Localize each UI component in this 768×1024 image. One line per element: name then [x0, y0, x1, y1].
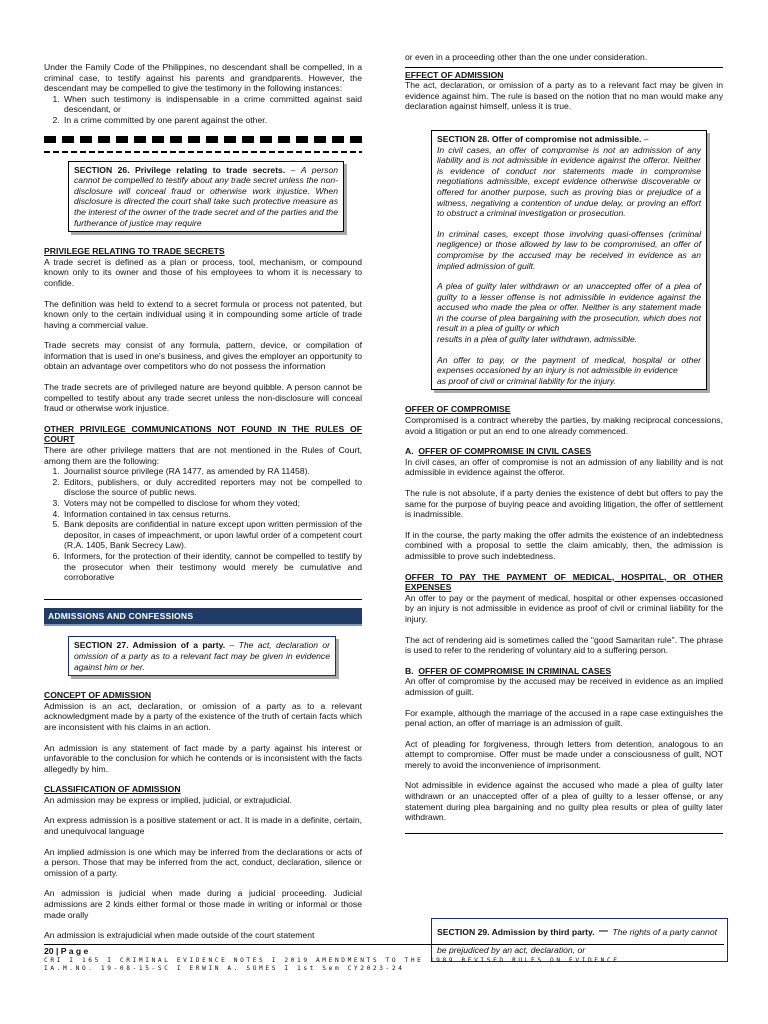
- section-29-clip: [431, 918, 728, 955]
- paragraph: An admission may be express or implied, judicial, or extrajudicial.: [44, 794, 292, 805]
- medical-heading: OFFER TO PAY THE PAYMENT OF MEDICAL, HOSPITAL, OR OTHER EXPENSES: [405, 571, 723, 593]
- footer-course-line: CRI I 165 I CRIMINAL EVIDENCE NOTES I 2019 AMENDMENTS TO THE 1989 REVISED RULES ON EVIDENCE: [44, 957, 620, 964]
- continuation-line: or even in a proceeding other than the one under consideration.: [405, 52, 648, 62]
- family-code-list: [44, 94, 362, 126]
- section-rule: [405, 833, 723, 834]
- section-28-title: SECTION 28. Offer of compromise not admissible.: [437, 133, 642, 144]
- other-privilege-list: [44, 466, 362, 583]
- section-28-p1: In civil cases, an offer of compromise is not an admission of any liability and is not admissible in evidence against the offeror. Neither is evidence of conduct nor statements made in compromise negotiations admissible, except evidence otherwise discoverable or offered for another purpose, such as proving bias or prejudice of a witness, negativing a contention of undue delay, or proving an effort to obstruct a criminal investigation or prosecution.: [437, 144, 701, 219]
- section-28-p3: A plea of guilty later withdrawn or an unaccepted offer of a plea of guilty to a lesser offense is not admissible in evidence against the accused who made the plea or offer. Neither is any statement made in the course of plea bargaining with the prosecution, which does not result in a plea of guilty or which: [437, 281, 701, 334]
- list-item: 2. Editors, publishers, or duly accredited reporters may not be compelled to disclose the source of public news.: [62, 477, 362, 498]
- paragraph: There are other privilege matters that are not mentioned in the Rules of Court, among them are the following:: [44, 445, 362, 466]
- section-divider-thin: [44, 151, 362, 153]
- civil-heading-row: [405, 446, 723, 457]
- paragraph: The trade secrets are of privileged nature are beyond quibble. A person cannot be compelled to testify about any trade secret unless the non-disclosure will conceal fraud or otherwise work injustice.: [44, 382, 362, 414]
- trade-secrets-heading: PRIVILEGE RELATING TO TRADE SECRETS: [44, 246, 225, 257]
- section-28-p4: An offer to pay, or the payment of medical, hospital or other expenses occasioned by an injury is not admissible in evidence: [437, 354, 701, 376]
- section-28-p4b: as proof of civil or criminal liability for the injury.: [437, 375, 616, 386]
- effect-heading: EFFECT OF ADMISSION: [405, 69, 504, 80]
- section-rule: [405, 67, 723, 68]
- paragraph: Trade secrets may consist of any formula, pattern, device, or compilation of information that is used in one's business, and gives the employer an opportunity to obtain an advantage over competitors who do not possess the information: [44, 340, 362, 372]
- paragraph: Act of pleading for forgiveness, through letters from detention, analogous to an attempt to compromise. Offer must be made under a consciousness of guilt, NOT merely to avoid the inconvenience of imprisonment.: [405, 738, 723, 770]
- classification-heading: CLASSIFICATION OF ADMISSION: [44, 784, 181, 795]
- paragraph: In civil cases, an offer of compromise is not an admission of any liability and is not admissible in evidence against the offeror.: [405, 456, 723, 478]
- section-28-box: SECTION 28. Offer of compromise not admissible. – In civil cases, an offer of compromise is not an admission of any liability and is not admissible in evidence against the offeror. Neither is evidence of conduct nor statements made in compromise negotiations admissible, except evidence otherwise discoverable or offered for another purpose, such as proving bias or prejudice of a witness, negativing a contention of undue delay, or proving an effort to obstruct a criminal investigation or prosecution. In criminal cases, except those involving quasi-offenses (criminal negligence) or those allowed by law to be compromised, an offer of compromise by the accused may be received in evidence as an implied admission of guilt. A plea of guilty later withdrawn or an unaccepted offer of a plea of guilty to a lesser offense is not admissible in evidence against the accused who made the plea or offer. Neither is any statement made in the course of plea bargaining with the prosecution, which does not result in a plea of guilty or which results in a plea of guilty later withdrawn, admissible. An offer to pay, or the payment of medical, hospital or other expenses occasioned by an injury is not admissible in evidence as proof of civil or criminal liability for the injury.: [431, 130, 707, 390]
- list-item: 2. In a crime committed by one parent against the other.: [62, 115, 362, 126]
- paragraph: Admission is an act, declaration, or omission of a party as to a relevant acknowledgment made by a party of the existence of the truth of certain facts which are inconsistent with his claims in an action.: [44, 700, 362, 732]
- list-item: 4. Information contained in tax census returns.: [62, 509, 362, 520]
- civil-prefix: A.: [405, 446, 414, 457]
- section-rule: [44, 599, 362, 600]
- paragraph: For example, although the marriage of the accused in a rape case extinguishes the penal action, an offer of marriage is an admission of guilt.: [405, 707, 723, 729]
- criminal-heading-row: [405, 666, 723, 677]
- section-28-p3b: results in a plea of guilty later withdrawn, admissible.: [437, 334, 638, 345]
- paragraph: An admission is extrajudicial when made outside of the court statement: [44, 930, 315, 941]
- section-29-title: SECTION 29. Admission by third party.: [437, 927, 595, 937]
- civil-heading: OFFER OF COMPROMISE IN CIVIL CASES: [418, 446, 592, 457]
- left-column: [44, 50, 362, 951]
- right-column: [405, 52, 723, 844]
- paragraph: An offer to pay or the payment of medical, hospital or other expenses occasioned by an injury is not admissible in evidence as proof of civil or criminal liability for the injury.: [405, 592, 723, 624]
- list-item: 1. Journalist source privilege (RA 1477, as amended by RA 11458).: [62, 466, 362, 477]
- paragraph: Compromised is a contract whereby the parties, by making reciprocal concessions, avoid a litigation or put an end to one already commenced.: [405, 415, 723, 436]
- offer-heading: OFFER OF COMPROMISE: [405, 404, 511, 415]
- paragraph: An implied admission is one which may be inferred from the declarations or acts of a person. Those that may be inferred from the act, conduct, declaration, silence or omission of a party.: [44, 846, 362, 878]
- list-item: 1. When such testimony is indispensable in a crime committed against said descendant, or: [62, 94, 362, 115]
- criminal-heading: OFFER OF COMPROMISE IN CRIMINAL CASES: [418, 665, 612, 676]
- section-27-title: SECTION 27. Admission of a party.: [74, 640, 226, 651]
- section-29-box: SECTION 29. Admission by third party. – The rights of a party cannot be prejudiced by an act, declaration, or: [431, 918, 728, 962]
- concept-heading: CONCEPT OF ADMISSION: [44, 690, 152, 701]
- section-27-body: The act, declaration or omission of a party as to a relevant fact may be given in evidence against him or her.: [74, 640, 330, 672]
- paragraph: A trade secret is defined as a plan or process, tool, mechanism, or compound known only to its owner and those of his employees to whom it is necessary to confide.: [44, 256, 362, 288]
- paragraph: An express admission is a positive statement or act. It is made in a definite, certain, and unequivocal language: [44, 815, 362, 837]
- page-footer: [44, 944, 724, 973]
- section-26-box: SECTION 26. Privilege relating to trade secrets. – A person cannot be compelled to testify about any trade secret unless the non-disclosure will conceal fraud or otherwise work injustice. When disclosure is directed the court shall take such protective measure as the interest of the owner of the trade secret and of the parties and the furtherance of justice may require: [68, 161, 344, 233]
- list-item: 6. Informers, for the protection of their identity, cannot be compelled to testify by the prosecutor when their testimony would merely be cumulative and corroborative: [62, 551, 362, 583]
- list-item: 5. Bank deposits are confidential in nature except upon written permission of the depositor, in cases of impeachment, or upon lawful order of a competent court (R.A. 1405, Bank Secrecy Law).: [62, 519, 362, 551]
- paragraph: If in the course, the party making the offer admits the existence of an indebtedness combined with a proposal to settle the claim amicably, then, the admission is admissible to prove such indebtedness.: [405, 529, 723, 561]
- section-27-box: SECTION 27. Admission of a party. – The act, declaration or omission of a party as to a relevant fact may be given in evidence against him or her.: [68, 636, 336, 676]
- page-number: 20 | P a g e: [44, 946, 89, 956]
- paragraph: An admission is any statement of fact made by a party against his interest or unfavorable to the conclusion for which he contends or is inconsistent with the facts allegedly by him.: [44, 742, 362, 774]
- paragraph: The act, declaration, or omission of a party as to a relevant fact may be given in evidence against him. The rule is based on the notion that no man would make any declaration against himself, unless it is true.: [405, 80, 723, 112]
- section-divider: [44, 136, 362, 143]
- family-code-intro: Under the Family Code of the Philippines, no descendant shall be compelled, in a criminal case, to testify against his parents and grandparents. However, the descendant may be compelled to give the testimony in the following instances:: [44, 62, 362, 94]
- paragraph: Not admissible in evidence against the accused who made a plea of guilty later withdrawn or an unaccepted offer of a plea of guilty to a lesser offense, or any statement during plea bargaining and no guilty plea results or plea of guilty later withdrawn.: [405, 780, 723, 823]
- list-item: 3. Voters may not be compelled to disclose for whom they voted;: [62, 498, 362, 509]
- section-28-p2: In criminal cases, except those involving quasi-offenses (criminal negligence) or those allowed by law to be compromised, an offer of compromise by the accused may be received in evidence as an implied admission of guilt.: [437, 228, 701, 271]
- footer-author-line: IA.M.NO. 19-08-15-SC I ERWIN A. SOMES I 1st Sem CY2023-24: [44, 965, 405, 972]
- other-privilege-heading: OTHER PRIVILEGE COMMUNICATIONS NOT FOUND IN THE RULES OF COURT: [44, 423, 362, 445]
- admissions-band: ADMISSIONS AND CONFESSIONS: [44, 608, 362, 627]
- paragraph: The definition was held to extend to a secret formula or process not patented, but known only to the certain individual using it in compounding some article of trade having a commercial value.: [44, 298, 362, 330]
- section-29-body: The rights of a party cannot be prejudiced by an act, declaration, or: [437, 927, 717, 955]
- criminal-prefix: B.: [405, 665, 414, 676]
- paragraph: An offer of compromise by the accused may be received in evidence as an implied admission of guilt.: [405, 676, 723, 697]
- paragraph: An admission is judicial when made during a judicial proceeding. Judicial admissions are 2 kinds either formal or those made in writing or informal or those made orally: [44, 888, 362, 920]
- paragraph: The act of rendering aid is sometimes called the "good Samaritan rule". The phrase is used to refer to the rendering of voluntary aid to a suffering person.: [405, 634, 723, 656]
- paragraph: The rule is not absolute, if a party denies the existence of debt but offers to pay the same for the purpose of buying peace and avoiding litigation, the offer of settlement is inadmissible.: [405, 488, 723, 520]
- section-26-body: A person cannot be compelled to testify about any trade secret unless the non-disclosure will conceal fraud or otherwise work injustice. When disclosure is directed the court shall take such protective measure as the interest of the owner of the trade secret and of the parties and the furtherance of justice may require: [74, 164, 339, 228]
- section-26-title: SECTION 26. Privilege relating to trade secrets.: [74, 164, 286, 175]
